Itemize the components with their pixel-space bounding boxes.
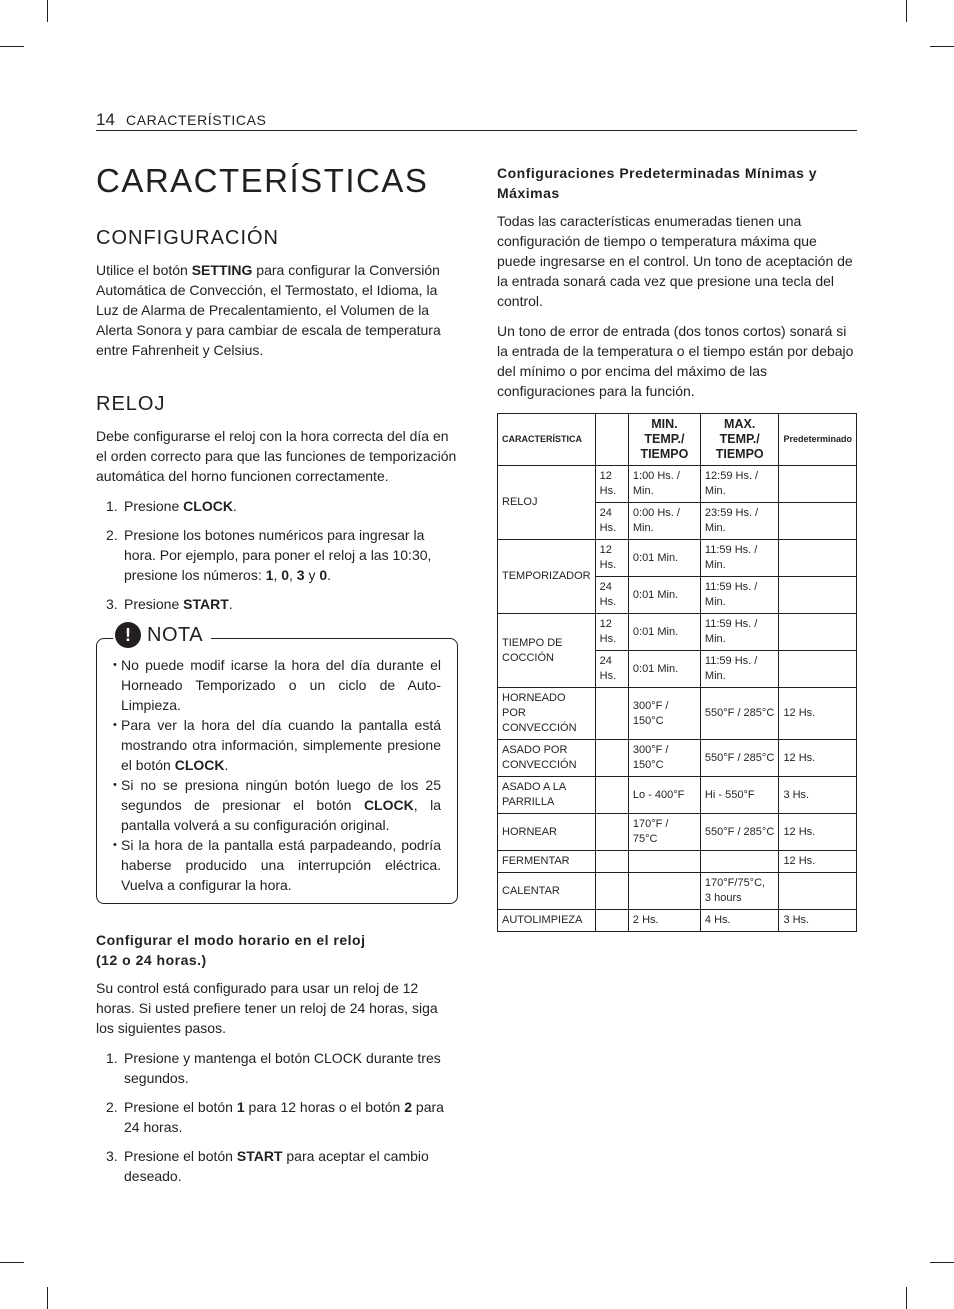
column-header: [595, 414, 628, 466]
table-cell: 300°F / 150°C: [628, 740, 700, 777]
note-title: [113, 622, 211, 648]
table-cell: 170°F/75°C, 3 hours: [700, 873, 779, 910]
settings-table: [497, 413, 857, 932]
table-cell: 12 Hs.: [595, 540, 628, 577]
table-cell: 24 Hs.: [595, 503, 628, 540]
table-row: [498, 873, 857, 910]
configuracion-text: Utilice el botón SETTING para configurar la Conversión Automática de Convección, el Termostato, el Idioma, la Luz de Alarma de Precalentamiento, el Volumen de la Alerta Sonora y para cambiar de escala de temperatura entre Fahrenheit y Celsius.: [96, 262, 441, 358]
note-box: [96, 623, 458, 904]
column-header: MIN. TEMP./ TIEMPO: [628, 414, 700, 466]
table-row: [498, 688, 857, 740]
table-cell: AUTOLIMPIEZA: [498, 910, 596, 932]
table-row: [498, 814, 857, 851]
right-column: [497, 163, 857, 932]
list-item: • Si no se presiona ningún botón luego de los 25 segundos de presionar el botón CLOCK, la pantalla volverá a su configuración original.: [113, 775, 441, 835]
table-cell: ASADO A LA PARRILLA: [498, 777, 596, 814]
table-cell: 170°F / 75°C: [628, 814, 700, 851]
table-cell: 12 Hs.: [595, 614, 628, 651]
list-item: 2. Presione el botón 1 para 12 horas o el botón 2 para 24 horas.: [106, 1099, 444, 1135]
warning-icon: !: [115, 622, 141, 648]
table-cell: 12:59 Hs. / Min.: [700, 466, 779, 503]
crop-mark: [0, 46, 24, 47]
column-header: Predeterminado: [779, 414, 857, 466]
table-cell: 3 Hs.: [779, 777, 857, 814]
table-cell: [628, 873, 700, 910]
table-cell: TIEMPO DE COCCIÓN: [498, 614, 596, 688]
table-cell: 11:59 Hs. / Min.: [700, 540, 779, 577]
list-item: • Para ver la hora del día cuando la pantalla está mostrando otra información, simplemente presione el botón CLOCK.: [113, 715, 441, 775]
table-row: [498, 614, 857, 651]
table-cell: 12 Hs.: [779, 688, 857, 740]
crop-mark: [906, 0, 907, 22]
table-cell: 550°F / 285°C: [700, 814, 779, 851]
table-cell: [700, 851, 779, 873]
table-cell: [779, 873, 857, 910]
table-cell: Lo - 400°F: [628, 777, 700, 814]
table-cell: RELOJ: [498, 466, 596, 540]
table-row: [498, 777, 857, 814]
table-row: [498, 466, 857, 503]
table-cell: 24 Hs.: [595, 577, 628, 614]
reloj-heading: RELOJ: [96, 393, 166, 415]
predeterminadas-heading: Configuraciones Predeterminadas Mínimas y Máximas: [497, 165, 818, 201]
list-item: 3. Presione START.: [106, 596, 233, 612]
table-cell: [779, 651, 857, 688]
table-cell: 0:01 Min.: [628, 577, 700, 614]
table-cell: 11:59 Hs. / Min.: [700, 577, 779, 614]
column-header: CARACTERÍSTICA: [498, 414, 596, 466]
table-cell: [595, 851, 628, 873]
table-cell: 12 Hs.: [779, 814, 857, 851]
table-row: [498, 910, 857, 932]
table-cell: 24 Hs.: [595, 651, 628, 688]
page-title: CARACTERÍSTICAS: [96, 162, 429, 199]
table-row: [498, 851, 857, 873]
column-header: MAX. TEMP./ TIEMPO: [700, 414, 779, 466]
page-number: 14: [96, 110, 115, 129]
left-column: [96, 158, 458, 1196]
modo-horario-steps: [96, 1048, 458, 1186]
table-cell: [595, 910, 628, 932]
table-cell: 2 Hs.: [628, 910, 700, 932]
list-item: 1. Presione CLOCK.: [106, 498, 237, 514]
note-label: NOTA: [147, 623, 204, 646]
reloj-intro: Debe configurarse el reloj con la hora correcta del día en el orden correcto para que las funciones de temporización automática del horno funcionen correctamente.: [96, 428, 457, 484]
table-cell: 12 Hs.: [779, 851, 857, 873]
table-cell: 12 Hs.: [779, 740, 857, 777]
table-cell: 1:00 Hs. / Min.: [628, 466, 700, 503]
list-item: 2. Presione los botones numéricos para ingresar la hora. Por ejemplo, para poner el reloj a las 10:30, presione los números: 1, 0, 3 y 0.: [106, 527, 432, 583]
table-cell: [595, 777, 628, 814]
table-cell: [779, 614, 857, 651]
table-cell: [779, 540, 857, 577]
table-cell: 3 Hs.: [779, 910, 857, 932]
crop-mark: [47, 1287, 48, 1309]
reloj-steps: [96, 496, 458, 614]
table-cell: 550°F / 285°C: [700, 740, 779, 777]
table-cell: HORNEADO POR CONVECCIÓN: [498, 688, 596, 740]
table-cell: 4 Hs.: [700, 910, 779, 932]
table-cell: 11:59 Hs. / Min.: [700, 651, 779, 688]
table-cell: 23:59 Hs. / Min.: [700, 503, 779, 540]
crop-mark: [906, 1287, 907, 1309]
table-cell: 0:00 Hs. / Min.: [628, 503, 700, 540]
list-item: 3. Presione el botón START para aceptar el cambio deseado.: [106, 1148, 429, 1184]
modo-horario-heading: Configurar el modo horario en el reloj (12 o 24 horas.): [96, 932, 366, 968]
crop-mark: [930, 46, 954, 47]
table-cell: 300°F / 150°C: [628, 688, 700, 740]
predeterminadas-text-1: Todas las características enumeradas tienen una configuración de tiempo o temperatura máxima que puede ingresarse en el control. Un tono de aceptación de la entrada sonará cada vez que presione una tecla del control.: [497, 213, 853, 309]
list-item: • No puede modif icarse la hora del día durante el Horneado Temporizado o un ciclo de Auto-Limpieza.: [113, 655, 441, 715]
modo-horario-intro: Su control está configurado para usar un reloj de 12 horas. Si usted prefiere tener un reloj de 24 horas, siga los siguientes pasos.: [96, 980, 438, 1036]
table-header-row: [498, 414, 857, 466]
predeterminadas-text-2: Un tono de error de entrada (dos tonos cortos) sonará si la entrada de la temperatura o el tiempo están por debajo del mínimo o por encima del máximo de las configuraciones para la función.: [497, 323, 854, 399]
table-cell: ASADO POR CONVECCIÓN: [498, 740, 596, 777]
table-cell: CALENTAR: [498, 873, 596, 910]
list-item: 1. Presione y mantenga el botón CLOCK durante tres segundos.: [106, 1050, 441, 1086]
table-cell: [595, 740, 628, 777]
table-cell: [779, 503, 857, 540]
table-cell: 11:59 Hs. / Min.: [700, 614, 779, 651]
configuracion-heading: CONFIGURACIÓN: [96, 227, 279, 249]
table-cell: FERMENTAR: [498, 851, 596, 873]
crop-mark: [47, 0, 48, 22]
crop-mark: [930, 1262, 954, 1263]
page-header: [96, 110, 857, 131]
table-cell: HORNEAR: [498, 814, 596, 851]
table-cell: TEMPORIZADOR: [498, 540, 596, 614]
crop-mark: [0, 1262, 24, 1263]
table-cell: [595, 688, 628, 740]
table-cell: [779, 577, 857, 614]
table-cell: 0:01 Min.: [628, 651, 700, 688]
table-cell: 550°F / 285°C: [700, 688, 779, 740]
table-cell: 12 Hs.: [595, 466, 628, 503]
table-cell: 0:01 Min.: [628, 540, 700, 577]
list-item: • Si la hora de la pantalla está parpadeando, podría haberse producido una interrupción eléctrica. Vuelva a configurar la hora.: [113, 835, 441, 895]
table-cell: [595, 814, 628, 851]
table-cell: [779, 466, 857, 503]
table-cell: 0:01 Min.: [628, 614, 700, 651]
section-name: CARACTERÍSTICAS: [126, 112, 267, 128]
table-cell: Hi - 550°F: [700, 777, 779, 814]
table-row: [498, 740, 857, 777]
table-row: [498, 540, 857, 577]
table-cell: [628, 851, 700, 873]
table-cell: [595, 873, 628, 910]
